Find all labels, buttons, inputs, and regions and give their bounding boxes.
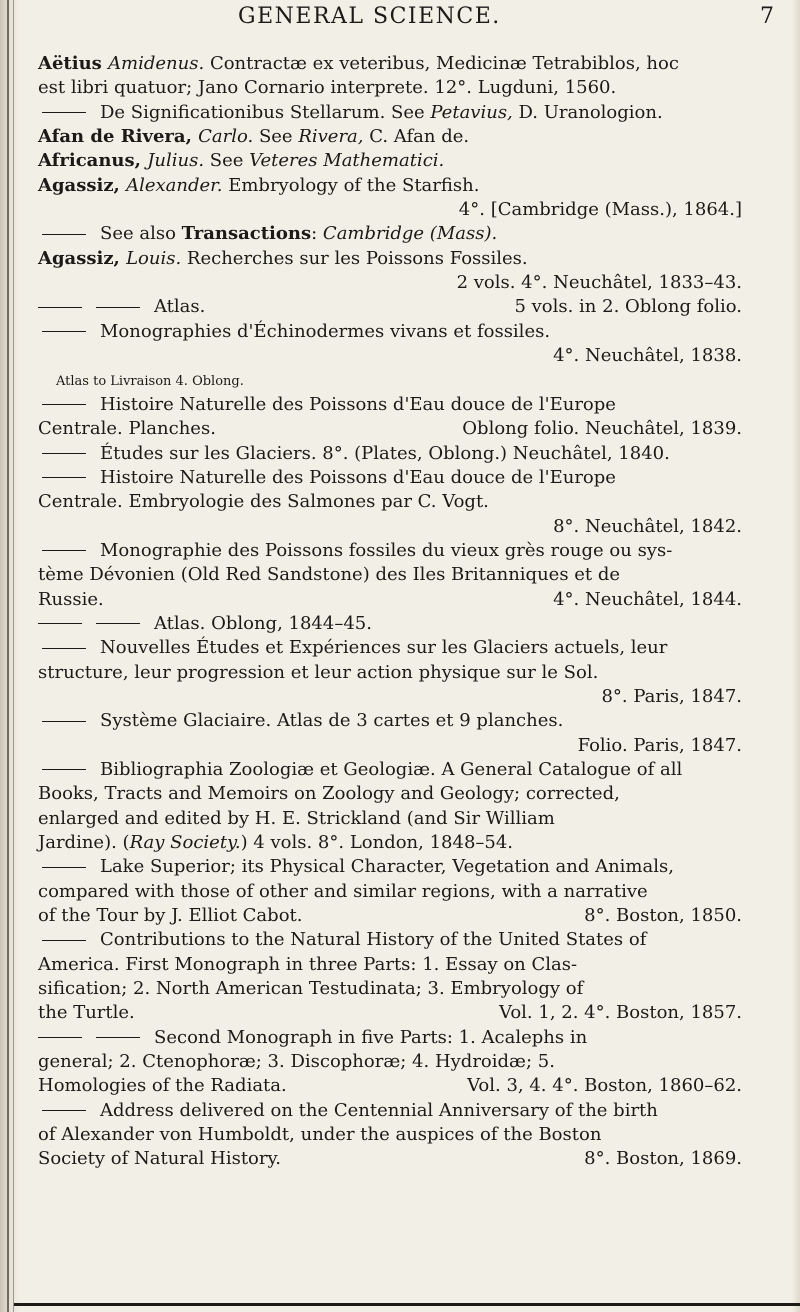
entry-imprint: Vol. 3, 4. 4°. Boston, 1860–62. xyxy=(467,1075,742,1097)
entry-text: Contributions to the Natural History of the United States of xyxy=(100,929,647,951)
entry-text: Ray Society. xyxy=(129,832,241,853)
ditto-rule xyxy=(42,453,86,454)
catalogue-line xyxy=(38,393,778,417)
ditto-rule xyxy=(42,1110,86,1111)
catalogue-line xyxy=(38,125,778,149)
catalogue-line xyxy=(38,1001,778,1025)
catalogue-line xyxy=(38,904,778,928)
entry-text: enlarged and edited by H. E. Strickland (and Sir William xyxy=(38,807,555,829)
entry-text: Rivera, xyxy=(298,126,364,148)
entry-imprint: 8°. Boston, 1850. xyxy=(584,905,742,927)
entry-text: Homologies of the Radiata. xyxy=(38,1075,287,1097)
running-head xyxy=(38,0,778,52)
entry-imprint: 8°. Boston, 1869. xyxy=(584,1148,742,1170)
entry-text: Recherches sur les Poissons Fossiles. xyxy=(181,247,528,269)
page-title: GENERAL SCIENCE. xyxy=(238,4,501,29)
catalogue-line xyxy=(38,515,778,539)
spine-line xyxy=(13,0,14,1312)
ditto-rule xyxy=(96,623,140,624)
ditto-rule xyxy=(96,1037,140,1038)
catalogue-line xyxy=(38,490,778,514)
entry-text: Nouvelles Études et Expériences sur les Glaciers actuels, leur xyxy=(100,637,668,659)
entry-text: the Turtle. xyxy=(38,1002,135,1024)
entry-text: Atlas. xyxy=(154,296,206,318)
entry-imprint: 2 vols. 4°. Neuchâtel, 1833–43. xyxy=(456,272,742,294)
entry-text: structure, leur progression et leur action physique sur le Sol. xyxy=(38,661,599,683)
entry-text: Petavius, xyxy=(430,101,513,123)
entry-text: Transactions xyxy=(181,223,312,245)
entry-text: Études sur les Glaciers. 8°. (Plates, Oblong.) Neuchâtel, 1840. xyxy=(100,442,670,464)
catalogue-line xyxy=(38,880,778,904)
entry-text: America. First Monograph in three Parts: 1. Essay on Clas- xyxy=(38,953,578,975)
entry-imprint: 5 vols. in 2. Oblong folio. xyxy=(514,296,742,318)
catalogue-line xyxy=(38,1147,778,1171)
entry-text: : xyxy=(311,223,323,245)
catalogue-line xyxy=(38,76,778,100)
entry-text: Centrale. Planches. xyxy=(38,418,216,440)
entry-text: Africanus, xyxy=(38,150,148,172)
entry-text: D. Uranologion. xyxy=(512,101,663,123)
entry-text: Système Glaciaire. Atlas de 3 cartes et 9 planches. xyxy=(100,710,564,732)
entry-imprint: 4°. Neuchâtel, 1838. xyxy=(553,345,742,367)
entry-text: Atlas. Oblong, 1844–45. xyxy=(154,612,372,634)
catalogue-line xyxy=(38,1050,778,1074)
entry-imprint: 4°. [Cambridge (Mass.), 1864.] xyxy=(458,199,742,221)
entry-text: Julius. xyxy=(147,150,205,172)
catalogue-line xyxy=(38,588,778,612)
entry-text: Monographies d'Échinodermes vivans et fossiles. xyxy=(100,320,551,342)
entry-imprint: Vol. 1, 2. 4°. Boston, 1857. xyxy=(498,1002,742,1024)
catalogue-line xyxy=(38,661,778,685)
entry-text: See xyxy=(204,150,250,172)
catalogue-line xyxy=(38,612,778,636)
entry-text: Agassiz, xyxy=(38,174,127,196)
book-spine xyxy=(0,0,20,1312)
entry-text: Amidenus. xyxy=(108,53,205,74)
ditto-rule xyxy=(42,112,86,113)
ditto-rule xyxy=(42,648,86,649)
ditto-rule xyxy=(42,550,86,551)
entry-text: See also xyxy=(100,223,182,245)
catalogue-entries xyxy=(38,52,778,1172)
entry-text: of the Tour by J. Elliot Cabot. xyxy=(38,905,303,927)
entry-text: general; 2. Ctenophoræ; 3. Discophoræ; 4. Hydroidæ; 5. xyxy=(38,1051,555,1073)
catalogue-line xyxy=(38,636,778,660)
catalogue-line xyxy=(38,149,778,173)
entry-text: est libri quatuor; Jano Cornario interprete. 12°. Lugduni, 1560. xyxy=(38,77,617,99)
catalogue-line xyxy=(38,807,778,831)
entry-text: Jardine). ( xyxy=(38,832,130,853)
entry-text: of Alexander von Humboldt, under the auspices of the Boston xyxy=(38,1124,602,1146)
catalogue-line xyxy=(38,782,778,806)
entry-text: Carlo. xyxy=(198,126,254,148)
entry-text: Lake Superior; its Physical Character, Vegetation and Animals, xyxy=(100,856,674,878)
entry-text: See xyxy=(253,126,299,148)
catalogue-line xyxy=(38,977,778,1001)
catalogue-line xyxy=(38,174,778,198)
entry-text: Society of Natural History. xyxy=(38,1148,281,1170)
entry-text: Alexander. xyxy=(126,174,223,196)
catalogue-line xyxy=(38,417,778,441)
entry-text: Agassiz, xyxy=(38,247,127,269)
entry-text: De Significationibus Stellarum. See xyxy=(100,101,431,123)
ditto-rule xyxy=(42,721,86,722)
entry-text: Books, Tracts and Memoirs on Zoology and Geology; corrected, xyxy=(38,783,620,805)
catalogue-line xyxy=(38,734,778,758)
catalogue-line xyxy=(38,344,778,368)
catalogue-line xyxy=(38,198,778,222)
entry-imprint: 4°. Neuchâtel, 1844. xyxy=(553,588,742,610)
page-edge xyxy=(792,0,800,1312)
ditto-rule xyxy=(38,307,82,308)
ditto-rule xyxy=(42,867,86,868)
catalogue-line xyxy=(38,709,778,733)
entry-text: Histoire Naturelle des Poissons d'Eau douce de l'Europe xyxy=(100,393,616,415)
entry-text: Centrale. Embryologie des Salmones par C. Vogt. xyxy=(38,491,489,513)
entry-text: Second Monograph in five Parts: 1. Acalephs in xyxy=(154,1026,588,1048)
catalogue-line xyxy=(38,685,778,709)
entry-text: Aëtius xyxy=(38,53,109,74)
ditto-rule xyxy=(42,477,86,478)
entry-imprint: 8°. Neuchâtel, 1842. xyxy=(553,515,742,537)
catalogue-line xyxy=(38,1099,778,1123)
catalogue-line xyxy=(38,466,778,490)
ditto-rule xyxy=(38,623,82,624)
entry-text: Monographie des Poissons fossiles du vieux grès rouge ou sys- xyxy=(100,539,673,561)
entry-text: compared with those of other and similar regions, with a narrative xyxy=(38,880,648,902)
catalogue-line xyxy=(38,855,778,879)
page-number: 7 xyxy=(760,4,774,29)
entry-text: ) 4 vols. 8°. London, 1848–54. xyxy=(240,832,514,853)
catalogue-line xyxy=(38,758,778,782)
ditto-rule xyxy=(42,331,86,332)
entry-text: tème Dévonien (Old Red Sandstone) des Iles Britanniques et de xyxy=(38,564,621,586)
catalogue-line xyxy=(38,563,778,587)
catalogue-line xyxy=(38,295,778,319)
catalogue-line xyxy=(38,1123,778,1147)
catalogue-line xyxy=(38,52,778,76)
ditto-rule xyxy=(42,769,86,770)
catalogue-line xyxy=(38,368,778,392)
ditto-rule xyxy=(96,307,140,308)
entry-text: Embryology of the Starfish. xyxy=(222,174,480,196)
entry-text: Afan de Rivera, xyxy=(38,126,199,148)
ditto-rule xyxy=(42,404,86,405)
entry-imprint: Folio. Paris, 1847. xyxy=(577,734,742,756)
bottom-rule xyxy=(14,1303,800,1306)
catalogue-line xyxy=(38,831,778,855)
entry-text: Veteres Mathematici. xyxy=(249,150,445,172)
entry-text: Russie. xyxy=(38,588,104,610)
catalogue-line xyxy=(38,442,778,466)
spine-line xyxy=(7,0,9,1312)
entry-text: C. Afan de. xyxy=(363,126,470,148)
ditto-rule xyxy=(42,940,86,941)
entry-imprint: Oblong folio. Neuchâtel, 1839. xyxy=(462,418,742,440)
catalogue-line xyxy=(38,271,778,295)
entry-text: Address delivered on the Centennial Anniversary of the birth xyxy=(100,1099,658,1121)
catalogue-line xyxy=(38,222,778,246)
catalogue-line xyxy=(38,101,778,125)
entry-text: Bibliographia Zoologiæ et Geologiæ. A General Catalogue of all xyxy=(100,758,683,780)
catalogue-line xyxy=(38,539,778,563)
entry-imprint: 8°. Paris, 1847. xyxy=(601,685,742,707)
catalogue-page xyxy=(38,0,778,1312)
catalogue-line xyxy=(38,953,778,977)
entry-text: Contractæ ex veteribus, Medicinæ Tetrabiblos, hoc xyxy=(204,53,679,74)
ditto-rule xyxy=(38,1037,82,1038)
entry-text: Louis. xyxy=(126,247,182,269)
entry-text: Histoire Naturelle des Poissons d'Eau douce de l'Europe xyxy=(100,466,616,488)
entry-text: Cambridge (Mass). xyxy=(322,223,498,245)
catalogue-line xyxy=(38,320,778,344)
entry-text: sification; 2. North American Testudinata; 3. Embryology of xyxy=(38,978,584,1000)
catalogue-line xyxy=(38,247,778,271)
ditto-rule xyxy=(42,234,86,235)
catalogue-line xyxy=(38,928,778,952)
entry-text: Atlas to Livraison 4. Oblong. xyxy=(56,374,244,390)
catalogue-line xyxy=(38,1074,778,1098)
catalogue-line xyxy=(38,1026,778,1050)
